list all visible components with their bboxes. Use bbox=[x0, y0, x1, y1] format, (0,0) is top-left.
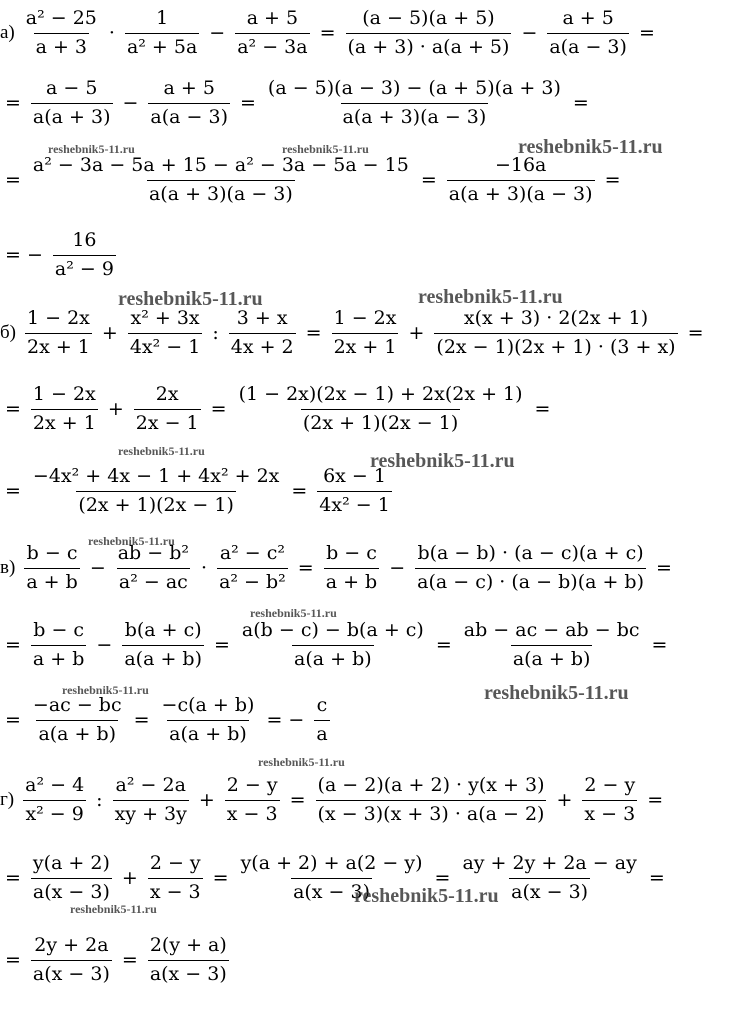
fraction: $\frac{y(a + 2)}{a(x - 3)}$ bbox=[32, 852, 110, 903]
fraction: $\frac{\text{a² − 4}}{\text{x² − 9}}$ bbox=[25, 774, 85, 825]
fraction: $\frac{b - c}{a + b}$ bbox=[32, 619, 85, 670]
part-d-label: г) bbox=[0, 789, 15, 811]
fraction: $\frac{3 + x}{4x + 2}$ bbox=[230, 307, 294, 358]
fraction: $\frac{1}{\text{a² + 5a}}$ bbox=[126, 7, 198, 58]
fraction: $\frac{1 - 2x}{2x + 1}$ bbox=[32, 383, 96, 434]
fraction: $\frac{2 - y}{x - 3}$ bbox=[226, 774, 278, 825]
fraction: $\frac{\text{a² − 3a − 5a + 15 − a² − 3a − 5a − 15}}{a(a + 3)(a - 3)}$ bbox=[32, 154, 409, 205]
fraction: $\frac{\text{a² − 2a}}{xy + 3y}$ bbox=[114, 774, 187, 825]
part-d-line-2: = $\frac{y(a + 2)}{a(x - 3)}$ + $\frac{2 - y}{x - 3}$ = $\frac{y(a + 2) + a(2 - y)}{a(x - 3)}$ = $\frac{ay + 2y + 2a - ay}{a(x - 3)}$ = bbox=[5, 852, 665, 903]
part-b-line-1: б) $\frac{1 - 2x}{2x + 1}$ + $\frac{\text{x² + 3x}}{\text{4x² − 1}}$ : $\frac{3 + x}{4x + 2}$ = $\frac{1 - 2x}{2x + 1}$ + $\frac{x(x + 3) \cdot 2(2x + 1)}{(2x - 1)(2x + 1) \cdot (3 + x)}$ = bbox=[0, 307, 704, 358]
fraction: $\frac{2x}{2x - 1}$ bbox=[135, 383, 199, 434]
fraction: $\frac{b - c}{a + b}$ bbox=[26, 542, 78, 593]
fraction: $\frac{1 - 2x}{2x + 1}$ bbox=[333, 307, 397, 358]
fraction: $\frac{16}{\text{a² − 9}}$ bbox=[54, 229, 114, 280]
watermark: reshebnik5-11.ru bbox=[370, 450, 515, 472]
part-b-line-3: = $\frac{\text{−4x² + 4x − 1 + 4x² + 2x}}{(2x + 1)(2x - 1)}$ = $\frac{6x - 1}{\text{4x² − 1}}$ bbox=[5, 465, 390, 516]
fraction: $\frac{ay + 2y + 2a - ay}{a(x - 3)}$ bbox=[462, 852, 637, 903]
part-a-label: а) bbox=[0, 22, 15, 44]
fraction: $\frac{2 - y}{x - 3}$ bbox=[584, 774, 636, 825]
fraction: $\frac{2(y + a)}{a(x - 3)}$ bbox=[149, 934, 227, 985]
part-c-line-3: = $\frac{-ac - bc}{a(a + b)}$ = $\frac{-c(a + b)}{a(a + b)}$ = − $\frac{c}{a}$ bbox=[5, 694, 328, 745]
part-d-line-3: = $\frac{2y + 2a}{a(x - 3)}$ = $\frac{2(y + a)}{a(x - 3)}$ bbox=[5, 934, 227, 985]
watermark: reshebnik5-11.ru bbox=[258, 755, 345, 769]
watermark: reshebnik5-11.ru bbox=[282, 142, 369, 156]
part-a-line-1: а) $\frac{\text{a² − 25}}{a + 3}$ · $\frac{1}{\text{a² + 5a}}$ − $\frac{a + 5}{\text{a² − 3a}}$ = $\frac{(a - 5)(a + 5)}{(a + 3) \cdot a(a + 5)}$ − $\frac{a + 5}{a(a - 3)}$ = bbox=[0, 7, 655, 58]
fraction: $\frac{(a - 2)(a + 2) \cdot y(x + 3)}{(x - 3)(x + 3) \cdot a(a - 2)}$ bbox=[317, 774, 545, 825]
fraction: $\frac{(1 - 2x)(2x - 1) + 2x(2x + 1)}{(2x + 1)(2x - 1)}$ bbox=[238, 383, 523, 434]
fraction: $\frac{-c(a + b)}{a(a + b)}$ bbox=[161, 694, 255, 745]
fraction: $\frac{2y + 2a}{a(x - 3)}$ bbox=[32, 934, 110, 985]
fraction: $\frac{6x - 1}{\text{4x² − 1}}$ bbox=[319, 465, 390, 516]
watermark: reshebnik5-11.ru bbox=[250, 606, 337, 620]
watermark: reshebnik5-11.ru bbox=[48, 142, 135, 156]
watermark: reshebnik5-11.ru bbox=[70, 902, 157, 916]
fraction: $\frac{a + 5}{a(a - 3)}$ bbox=[150, 77, 228, 128]
fraction: $\frac{1 - 2x}{2x + 1}$ bbox=[27, 307, 90, 358]
fraction: $\frac{c}{a}$ bbox=[316, 694, 328, 745]
fraction: $\frac{2 - y}{x - 3}$ bbox=[149, 852, 201, 903]
part-a-line-3: = $\frac{\text{a² − 3a − 5a + 15 − a² − 3a − 5a − 15}}{a(a + 3)(a - 3)}$ = $\frac{-16a}{a(a + 3)(a - 3)}$ = bbox=[5, 154, 621, 205]
watermark: reshebnik5-11.ru bbox=[118, 444, 205, 458]
part-c-label: в) bbox=[0, 557, 16, 579]
fraction: $\frac{x(x + 3) \cdot 2(2x + 1)}{(2x - 1)(2x + 1) \cdot (3 + x)}$ bbox=[436, 307, 676, 358]
watermark: reshebnik5-11.ru bbox=[418, 286, 563, 308]
fraction: $\frac{a(b - c) - b(a + c)}{a(a + b)}$ bbox=[241, 619, 424, 670]
fraction: $\frac{b - c}{a + b}$ bbox=[325, 542, 378, 593]
fraction: $\frac{\text{−4x² + 4x − 1 + 4x² + 2x}}{(2x + 1)(2x - 1)}$ bbox=[32, 465, 280, 516]
fraction: $\frac{b(a + c)}{a(a + b)}$ bbox=[124, 619, 202, 670]
fraction: $\frac{\text{ab − b²}}{\text{a² − ac}}$ bbox=[117, 542, 190, 593]
fraction: $\frac{\text{x² + 3x}}{\text{4x² − 1}}$ bbox=[129, 307, 201, 358]
fraction: $\frac{b(a - b) \cdot (a - c)(a + c)}{a(a - c) \cdot (a - b)(a + b)}$ bbox=[417, 542, 645, 593]
part-a-line-4: = − $\frac{16}{\text{a² − 9}}$ bbox=[5, 229, 114, 280]
fraction: $\frac{-16a}{a(a + 3)(a - 3)}$ bbox=[448, 154, 593, 205]
watermark: reshebnik5-11.ru bbox=[62, 683, 149, 697]
fraction: $\frac{(a - 5)(a - 3) - (a + 5)(a + 3)}{a(a + 3)(a - 3)}$ bbox=[267, 77, 561, 128]
watermark: reshebnik5-11.ru bbox=[118, 288, 263, 310]
watermark: reshebnik5-11.ru bbox=[518, 136, 663, 158]
part-a-line-2: = $\frac{a - 5}{a(a + 3)}$ − $\frac{a + 5}{a(a - 3)}$ = $\frac{(a - 5)(a - 3) - (a + 5)(a + 3)}{a(a + 3)(a - 3)}$ = bbox=[5, 77, 589, 128]
part-b-line-2: = $\frac{1 - 2x}{2x + 1}$ + $\frac{2x}{2x - 1}$ = $\frac{(1 - 2x)(2x - 1) + 2x(2x + 1)}{(2x + 1)(2x - 1)}$ = bbox=[5, 383, 551, 434]
fraction: $\frac{(a - 5)(a + 5)}{(a + 3) \cdot a(a + 5)}$ bbox=[347, 7, 510, 58]
fraction: $\frac{a - 5}{a(a + 3)}$ bbox=[32, 77, 111, 128]
fraction: $\frac{a + 5}{a(a - 3)}$ bbox=[549, 7, 627, 58]
fraction: $\frac{ab - ac - ab - bc}{a(a + b)}$ bbox=[463, 619, 640, 670]
part-c-line-2: = $\frac{b - c}{a + b}$ − $\frac{b(a + c)}{a(a + b)}$ = $\frac{a(b - c) - b(a + c)}{a(a + b)}$ = $\frac{ab - ac - ab - bc}{a(a + b)}$ = bbox=[5, 619, 668, 670]
fraction: $\frac{a + 5}{\text{a² − 3a}}$ bbox=[237, 7, 308, 58]
watermark: reshebnik5-11.ru bbox=[484, 682, 629, 704]
fraction: $\frac{\text{a² − 25}}{a + 3}$ bbox=[25, 7, 97, 58]
part-d-line-1: г) $\frac{\text{a² − 4}}{\text{x² − 9}}$ : $\frac{\text{a² − 2a}}{xy + 3y}$ + $\frac{2 - y}{x - 3}$ = $\frac{(a - 2)(a + 2) \cdot y(x + 3)}{(x - 3)(x + 3) \cdot a(a - 2)}$ + $\frac{2 - y}{x - 3}$ = bbox=[0, 774, 664, 825]
watermark: reshebnik5-11.ru bbox=[354, 885, 499, 907]
fraction: $\frac{-ac - bc}{a(a + b)}$ bbox=[32, 694, 122, 745]
fraction: $\frac{y(a + 2) + a(2 - y)}{a(x - 3)}$ bbox=[240, 852, 423, 903]
watermark: reshebnik5-11.ru bbox=[88, 534, 175, 548]
fraction: $\frac{\text{a² − c²}}{\text{a² − b²}}$ bbox=[219, 542, 286, 593]
part-c-line-1: в) $\frac{b - c}{a + b}$ − $\frac{\text{ab − b²}}{\text{a² − ac}}$ · $\frac{\text{a² − c²}}{\text{a² − b²}}$ = $\frac{b - c}{a + b}$ − $\frac{b(a - b) \cdot (a - c)(a + c)}{a(a - c) \cdot (a - b)(a + b)}$ = bbox=[0, 542, 672, 593]
part-b-label: б) bbox=[0, 322, 16, 344]
